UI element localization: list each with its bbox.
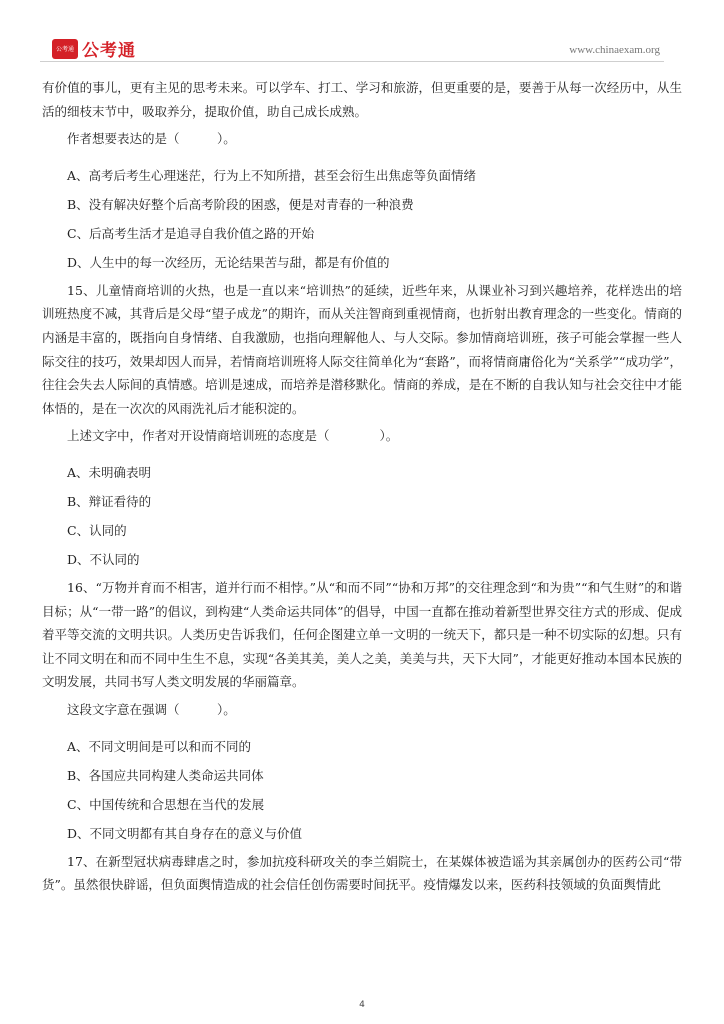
- q15-option-c: C、认同的: [67, 522, 127, 538]
- q14-option-c: C、后高考生活才是追寻自我价值之路的开始: [67, 225, 315, 241]
- q16-option-a: A、不同文明间是可以和而不同的: [67, 738, 252, 754]
- q16-passage: 16、“万物并育而不相害，道并行而不相悖。”从“和而不同”“协和万邦”的交往理念到“和为贵”“和气生财”的和谐目标；从“一带一路”的倡议，到构建“人类命运共同体”的倡导，中国一直都在推动着新型世界交往方式的形成、促成着平等交流的文明共识。人类历史告诉我们，任何企图建立单一文明的一统天下，都只是一种不切实际的幻想。只有让不同文明在和而不同中生生不息，实现“各美其美，美人之美，美美与共，天下大同”，才能更好推动本国本民族的文明发展，共同书写人类文明发展的华丽篇章。: [42, 579, 682, 690]
- q15-option-d: D、不认同的: [67, 551, 140, 567]
- q16-option-c: C、中国传统和合思想在当代的发展: [67, 796, 265, 812]
- q14-option-a: A、高考后考生心理迷茫，行为上不知所措，甚至会衍生出焦虑等负面情绪: [67, 167, 477, 183]
- logo-text: 公考通: [82, 41, 136, 61]
- logo: [52, 36, 136, 61]
- q15-option-a: A、未明确表明: [67, 464, 152, 480]
- intro-paragraph: 有价值的事儿，更有主见的思考未来。可以学车、打工、学习和旅游，但更重要的是，要善于从每一次经历中，从生活的细枝末节中，吸取养分，提取价值，助自己成长成熟。: [42, 80, 682, 119]
- q17-passage: 17、在新型冠状病毒肆虐之时，参加抗疫科研攻关的李兰娟院士，在某媒体被造谣为其亲属创办的医药公司“带货”。虽然很快辟谣，但负面舆情造成的社会信任创伤需要时间抚平。疫情爆发以来，医药科技领域的负面舆情此: [42, 853, 682, 893]
- q16-option-d: D、不同文明都有其自身存在的意义与价值: [67, 825, 303, 841]
- q14-option-b: B、没有解决好整个后高考阶段的困惑，便是对青春的一种浪费: [67, 196, 414, 212]
- q15-passage: 15、儿童情商培训的火热，也是一直以来“培训热”的延续，近些年来，从课业补习到兴趣培养，花样迭出的培训班热度不减，其背后是父母“望子成龙”的期许，而从关注智商到重视情商，也折射出教育理念的一些变化。情商的内涵是丰富的，既指向自身情绪、自我激励，也指向理解他人、与人交际。参加情商培训班，孩子可能会掌握一些人际交往的技巧，效果却因人而异，若情商培训班将人际交往简单化为“套路”，而将情商庸俗化为“关系学”“成功学”，往往会失去人际间的真情感。培训是速成，而培养是潜移默化。情商的养成，是在不断的自我认知与社会交往中才能体悟的，是在一次次的风雨洗礼后才能积淀的。: [42, 282, 682, 416]
- q15-option-b: B、辩证看待的: [67, 493, 152, 509]
- q16-question: 这段文字意在强调（ ）。: [67, 701, 236, 717]
- site-url[interactable]: www.chinaexam.org: [569, 44, 660, 56]
- q16-option-b: B、各国应共同构建人类命运共同体: [67, 767, 264, 783]
- q14-option-d: D、人生中的每一次经历，无论结果苦与甜，都是有价值的: [67, 254, 390, 270]
- document-body: [42, 76, 682, 897]
- logo-badge-icon: 公考通: [52, 39, 78, 59]
- q15-question: 上述文字中，作者对开设情商培训班的态度是（ ）。: [67, 428, 399, 444]
- q14-question: 作者想要表达的是（ ）。: [67, 131, 236, 147]
- page-number: 4: [359, 1000, 365, 1010]
- header-divider: [40, 61, 664, 62]
- page-header: [40, 30, 664, 62]
